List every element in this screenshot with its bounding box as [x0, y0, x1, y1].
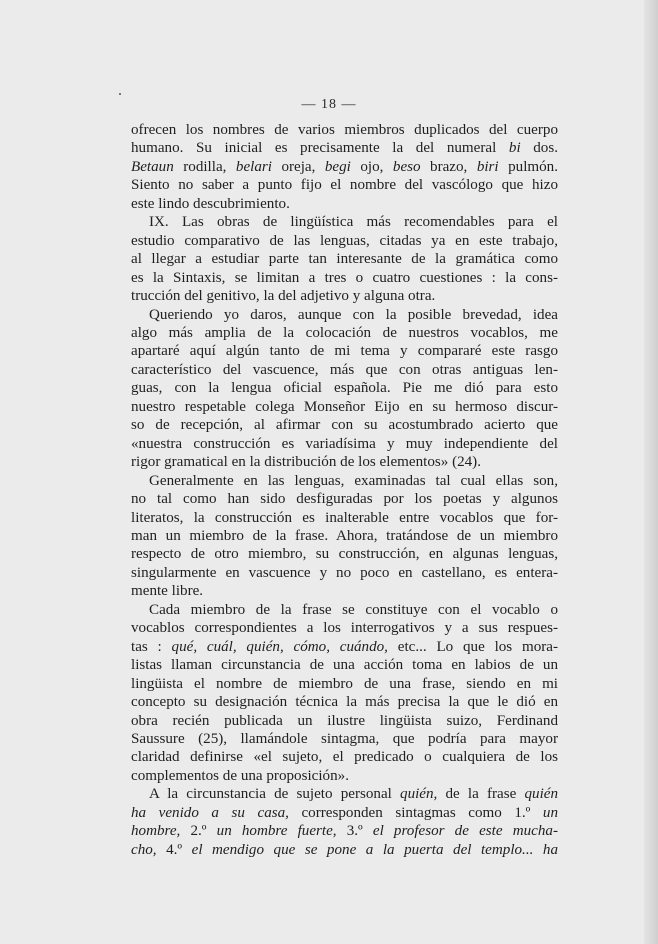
- text-line: claridad definirse «el sujeto, el predicado o cualquiera de los: [131, 749, 558, 766]
- text-line: Siento no saber a punto fijo el nombre del vascólogo que hizo: [131, 177, 558, 194]
- text-line: ofrecen los nombres de varios miembros duplicados del cuerpo: [131, 122, 558, 138]
- body-text: [131, 121, 558, 859]
- text-line: estudio comparativo de las lenguas, citadas ya en este trabajo,: [131, 232, 558, 249]
- text-line: ha venido a su casa, corresponden sintagmas como 1.º un: [131, 804, 558, 821]
- text-line: trucción del genitivo, la del adjetivo y alguna otra.: [131, 288, 436, 305]
- text-line: concepto su designación técnica la más precisa la que le dió en: [131, 694, 558, 711]
- text-line: este lindo descubrimiento.: [131, 195, 290, 212]
- text-line: IX. Las obras de lingüística más recomendables para el: [149, 214, 558, 231]
- text-line: Betaun rodilla, belari oreja, begi ojo, beso brazo, biri pulmón.: [131, 158, 558, 175]
- text-line: complementos de una proposición».: [131, 767, 349, 784]
- text-line: es la Sintaxis, se limitan a tres o cuatro cuestiones : la cons-: [131, 269, 558, 286]
- text-line: característico del vascuence, más que con otras antiguas len-: [131, 361, 558, 378]
- text-line: apartaré aquí algún tanto de mi tema y compararé este rasgo: [131, 343, 558, 360]
- text-line: respecto de otro miembro, su construcción, en algunas lenguas,: [131, 546, 558, 563]
- text-line: singularmente en vascuence y no poco en castellano, es entera-: [131, 564, 558, 581]
- text-line: vocablos correspondientes a los interrogativos y a sus respues-: [131, 620, 558, 637]
- text-line: humano. Su inicial es precisamente la del numeral bi dos.: [131, 140, 559, 157]
- text-line: Saussure (25), llamándole sintagma, que podría para mayor: [131, 730, 558, 747]
- text-line: A la circunstancia de sujeto personal quién, de la frase quién: [149, 786, 559, 803]
- text-line: al llegar a estudiar parte tan interesante de la gramática como: [131, 251, 558, 268]
- text-line: no tal como han sido desfiguradas por los poetas y algunos: [131, 491, 558, 508]
- text-line: nuestro respetable colega Monseñor Eijo en su hermoso discur-: [131, 398, 558, 415]
- text-line: «nuestra construcción es variadísima y muy independiente del: [131, 435, 558, 452]
- page-edge-shadow: [644, 0, 658, 944]
- text-line: lingüista el nombre de miembro de una frase, siendo en mi: [131, 675, 558, 692]
- text-line: listas llaman circunstancia de una acción toma en labios de un: [131, 657, 558, 674]
- page-number: — 18 —: [301, 97, 357, 112]
- text-line: cho, 4.º el mendigo que se pone a la puerta del templo... ha: [131, 841, 558, 858]
- text-line: Cada miembro de la frase se constituye con el vocablo o: [149, 601, 558, 618]
- text-line: Generalmente en las lenguas, examinadas tal cual ellas son,: [149, 472, 558, 489]
- text-line: hombre, 2.º un hombre fuerte, 3.º el profesor de este mucha-: [131, 823, 558, 840]
- text-line: literatos, la construcción es inalterable entre vocablos que for-: [131, 509, 558, 526]
- print-speck: [119, 93, 121, 95]
- text-line: guas, con la lengua oficial española. Pie me dió para esto: [131, 380, 558, 397]
- text-line: obra recién publicada un ilustre lingüista suizo, Ferdinand: [131, 712, 558, 729]
- text-line: Queriendo yo daros, aunque con la posible brevedad, idea: [149, 306, 558, 323]
- text-line: tas : qué, cuál, quién, cómo, cuándo, etc... Lo que los mora-: [131, 638, 558, 655]
- text-line: algo más amplia de la colocación de nuestros vocablos, me: [131, 324, 558, 341]
- text-line: man un miembro de la frase. Ahora, tratándose de un miembro: [131, 527, 558, 544]
- text-line: rigor gramatical en la distribución de los elementos» (24).: [131, 454, 481, 471]
- text-line: mente libre.: [131, 583, 204, 600]
- text-line: so de recepción, al afirmar con su acostumbrado acierto que: [131, 417, 558, 434]
